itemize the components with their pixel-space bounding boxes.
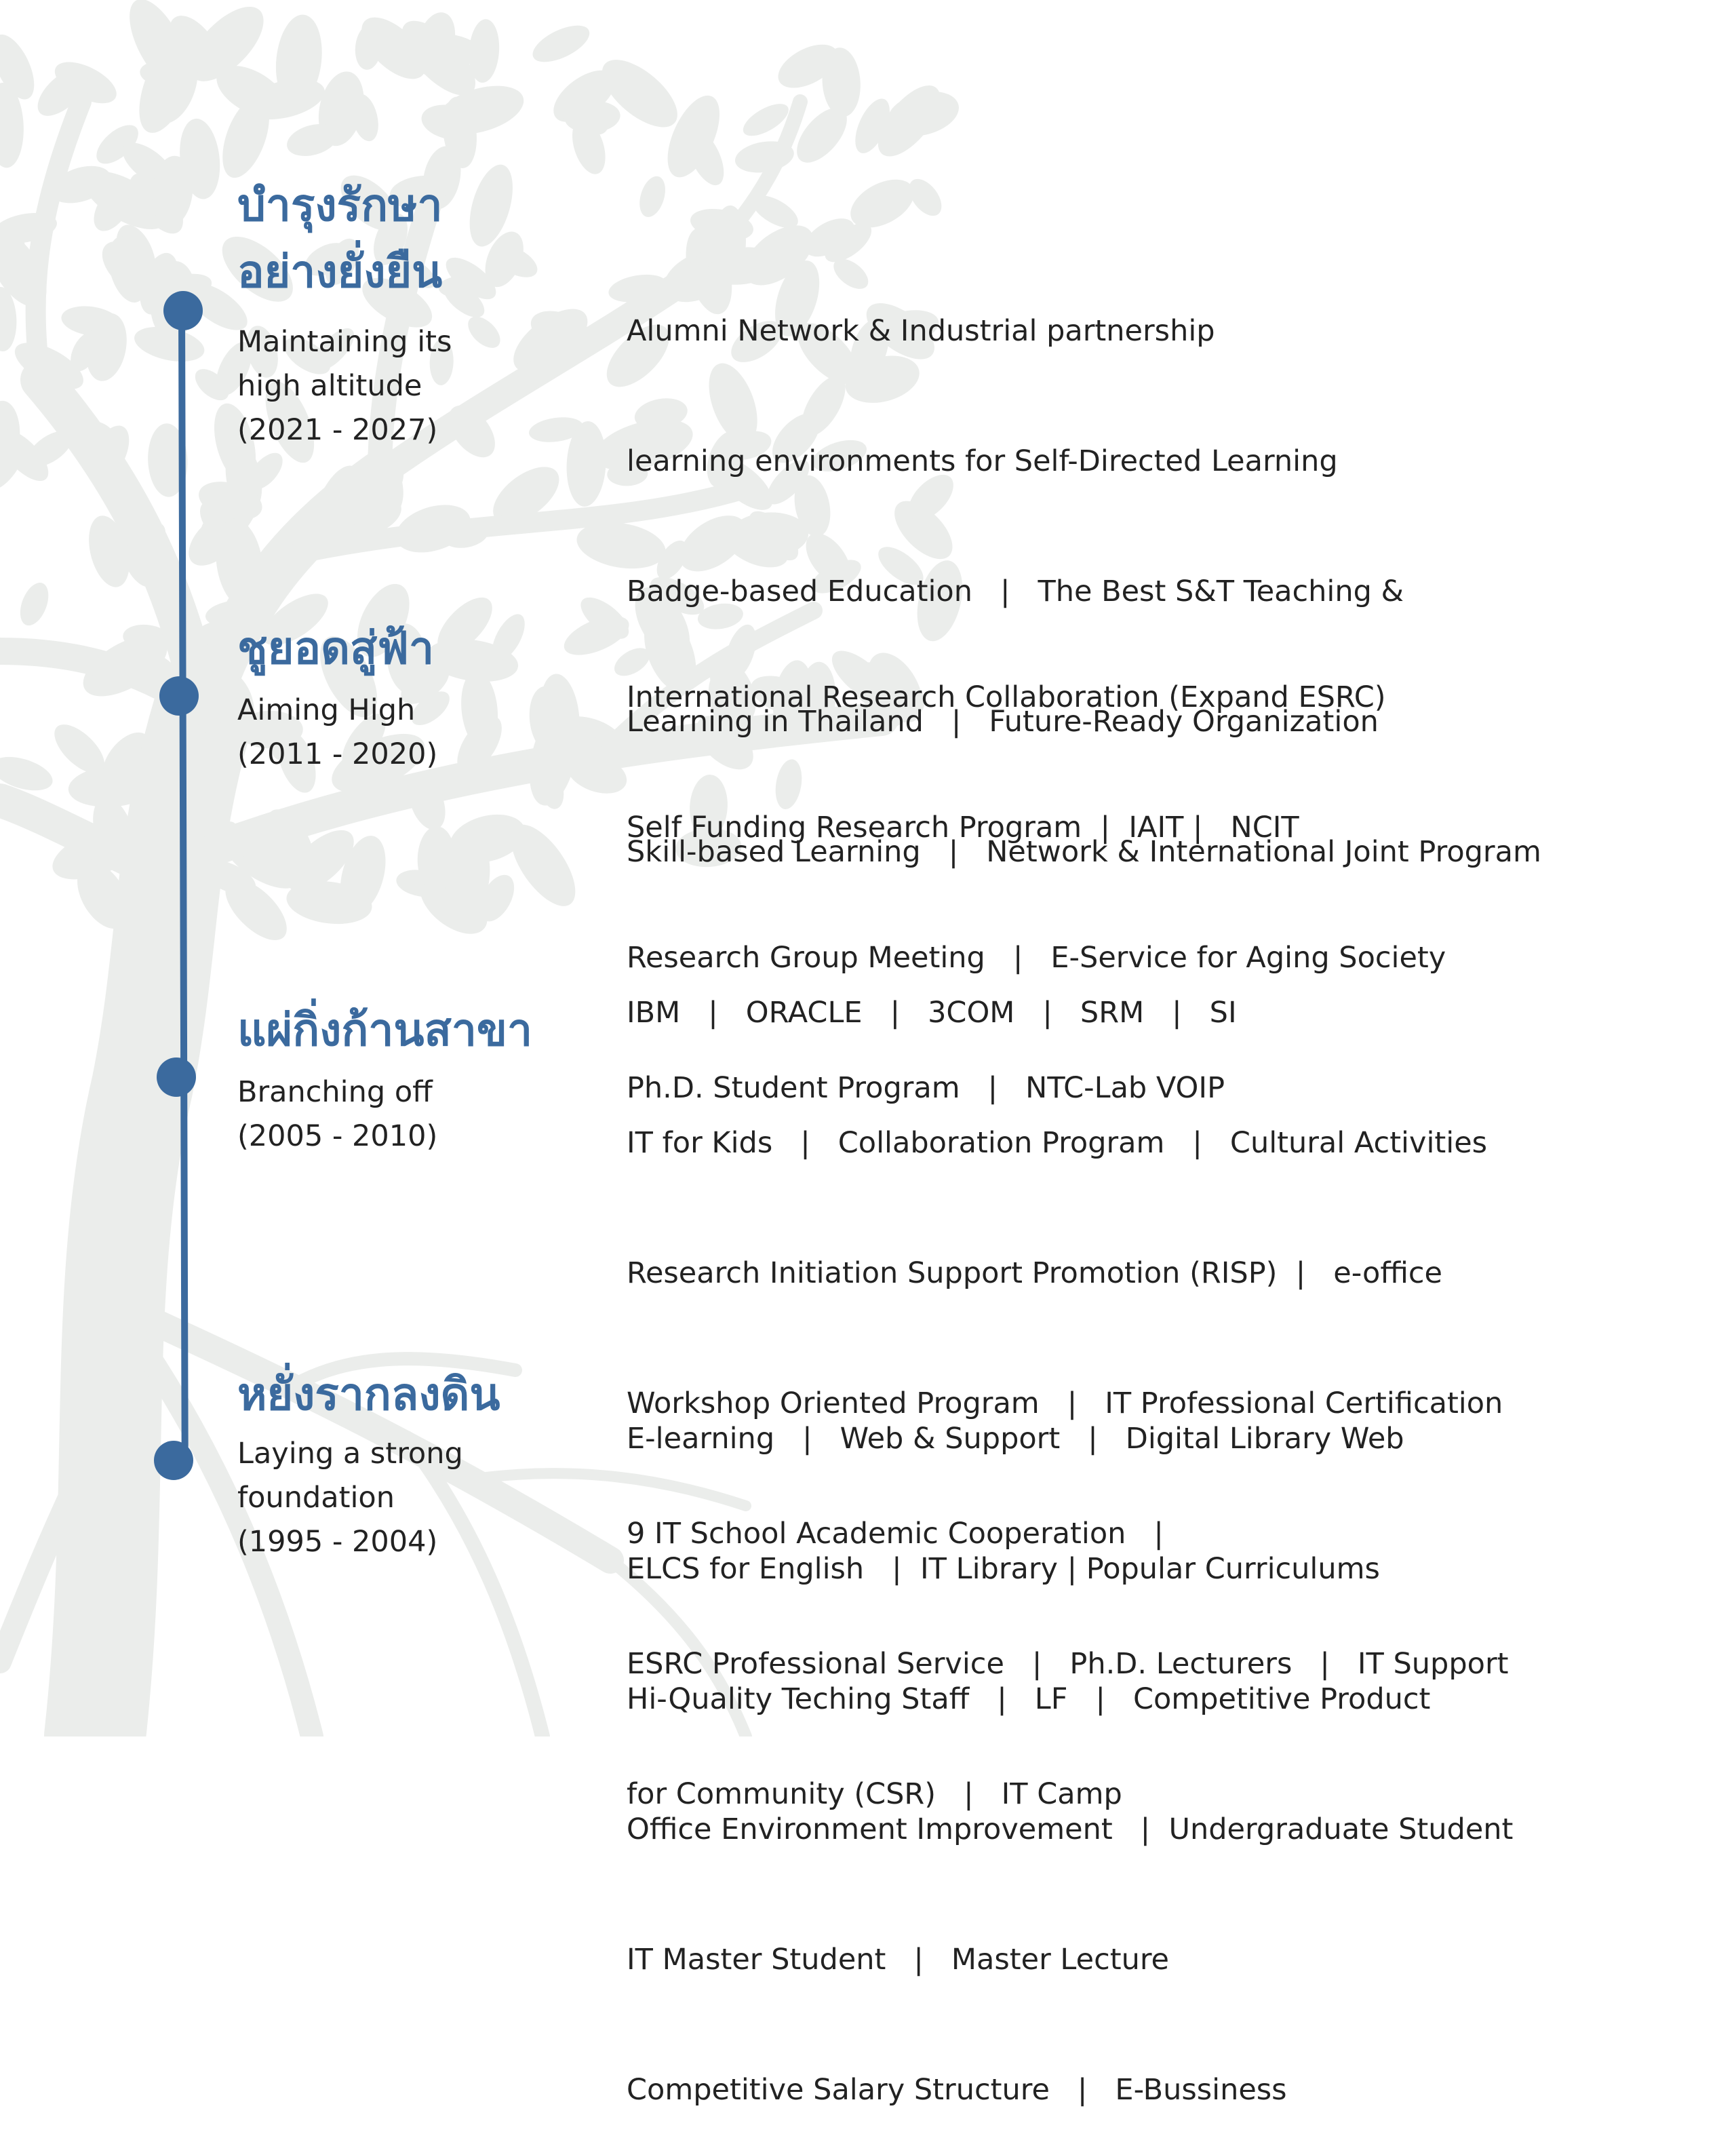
stage-subtitle-line: Branching off — [237, 1075, 433, 1109]
list-item: ELCS for English | IT Library | Popular Curriculums — [627, 1552, 1380, 1586]
stage-title-line: ชูยอดสู่ฟ้า — [237, 622, 435, 674]
list-item: Research Initiation Support Promotion (RISP) | e-office — [627, 1256, 1442, 1290]
stage-subtitle-line: Maintaining its — [237, 325, 452, 359]
list-item: E-learning | Web & Support | Digital Library Web — [627, 1422, 1404, 1456]
stage-subtitle-line: foundation — [237, 1481, 395, 1515]
stage-subtitle-line: (2021 - 2027) — [237, 413, 438, 447]
stage-subtitle-line: (2011 - 2020) — [237, 737, 438, 771]
list-item: Learning in Thailand | Future-Ready Organization — [627, 705, 1379, 739]
stage-subtitle-line: Aiming High — [237, 693, 416, 727]
list-item: IT for Kids | Collaboration Program | Cultural Activities — [627, 1126, 1488, 1160]
list-item: for Community (CSR) | IT Camp — [627, 1777, 1122, 1811]
stage-subtitle-maintaining — [237, 320, 452, 452]
list-item: 9 IT School Academic Cooperation | — [627, 1517, 1164, 1551]
stage-title-line: อย่างยั่งยืน — [237, 246, 443, 298]
list-item: ESRC Professional Service | Ph.D. Lecturers | IT Support — [627, 1647, 1509, 1681]
stage-title-maintaining — [237, 172, 443, 305]
list-item: Badge-based Education | The Best S&T Teaching & — [627, 575, 1404, 608]
stage-subtitle-foundation — [237, 1432, 463, 1564]
stage-title-line: แผ่กิ่งก้านสาขา — [237, 1004, 533, 1056]
leaf-icon — [528, 18, 595, 70]
list-item: Competitive Salary Structure | E-Bussiness — [627, 2073, 1287, 2107]
list-item: learning environments for Self-Directed Learning — [627, 444, 1338, 478]
stage-subtitle-aiming-high — [237, 688, 437, 777]
stage-subtitle-line: (1995 - 2004) — [237, 1525, 438, 1559]
list-item: Self Funding Research Program | IAIT | NCIT — [627, 811, 1299, 844]
list-item: Skill-based Learning | Network & International Joint Program — [627, 835, 1541, 869]
stage-title-branching-off — [237, 997, 532, 1064]
leaf-icon — [15, 579, 54, 629]
stage-subtitle-line: (2005 - 2010) — [237, 1119, 438, 1153]
stage-subtitle-line: high altitude — [237, 369, 422, 403]
list-item: Workshop Oriented Program | IT Professional Certification — [627, 1386, 1503, 1420]
leaf-icon — [462, 311, 506, 353]
stage-subtitle-line: Laying a strong — [237, 1437, 463, 1471]
timeline-dot-2005 — [157, 1057, 196, 1097]
list-item: Ph.D. Student Program | NTC-Lab VOIP — [627, 1071, 1225, 1105]
timeline-dot-1995 — [154, 1441, 193, 1480]
stage-subtitle-branching-off — [237, 1070, 437, 1159]
stage-title-aiming-high — [237, 615, 434, 682]
stage-title-line: บำรุงรักษา — [237, 179, 443, 231]
list-item: Research Group Meeting | E-Service for Aging Society — [627, 941, 1446, 975]
list-item: Office Environment Improvement | Undergraduate Student — [627, 1812, 1514, 1846]
leaf-icon — [635, 173, 669, 220]
list-item: IBM | ORACLE | 3COM | SRM | SI — [627, 996, 1237, 1030]
stage-title-foundation — [237, 1361, 500, 1428]
timeline-dot-2011 — [159, 676, 199, 716]
stage-items-foundation — [627, 1330, 1513, 2155]
list-item: Hi-Quality Teching Staff | LF | Competitive Product — [627, 1682, 1431, 1716]
stage-title-line: หยั่งรากลงดิน — [237, 1368, 500, 1420]
list-item: IT Master Student | Master Lecture — [627, 1943, 1170, 1977]
list-item: Alumni Network & Industrial partnership — [627, 314, 1215, 348]
timeline-dot-2021 — [163, 291, 203, 330]
list-item: International Research Collaboration (Expand ESRC) — [627, 680, 1386, 714]
